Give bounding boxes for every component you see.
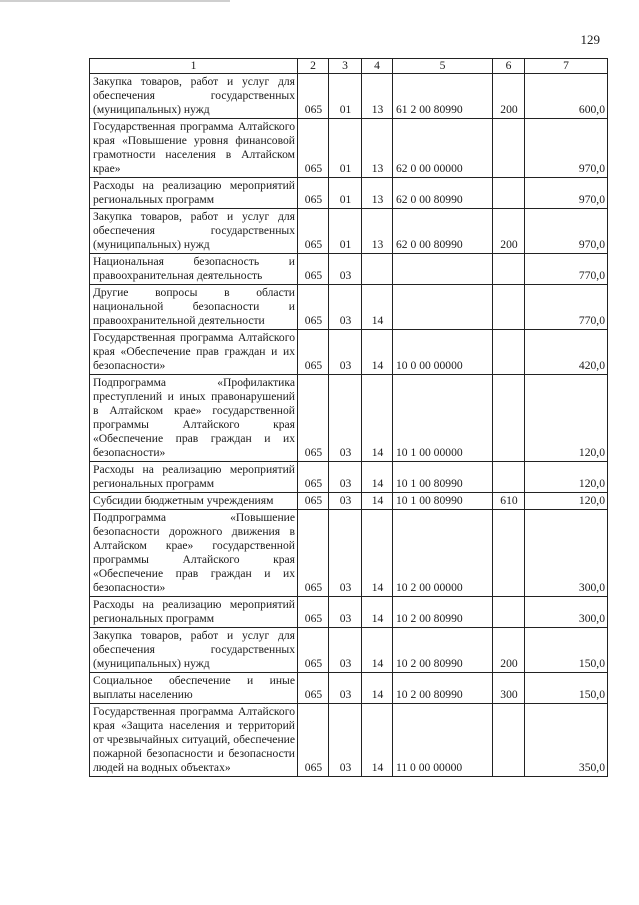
table-row [90,510,608,597]
row-target-article-cell: 62 0 00 80990 [393,209,493,254]
row-name-cell: Расходы на реализацию мероприятий региональных программ [90,178,298,209]
row-target-article-cell: 10 2 00 00000 [393,510,493,597]
row-target-article-cell: 62 0 00 80990 [393,178,493,209]
table-row [90,375,608,462]
row-amount-cell: 350,0 [525,704,608,777]
row-grbs-cell: 065 [298,462,329,493]
row-expense-type-cell [493,330,525,375]
row-subsection-cell: 14 [362,704,393,777]
page-number: 129 [580,32,600,47]
row-expense-type-cell: 200 [493,74,525,119]
row-amount-cell: 120,0 [525,462,608,493]
row-name-cell: Другие вопросы в области национальной безопасности и правоохранительной деятельности [90,285,298,330]
row-subsection-cell: 13 [362,178,393,209]
row-target-article-cell: 10 2 00 80990 [393,628,493,673]
row-target-article-cell: 10 1 00 80990 [393,462,493,493]
row-subsection-cell: 14 [362,462,393,493]
row-section-cell: 01 [329,74,362,119]
row-amount-cell: 120,0 [525,375,608,462]
row-name-cell: Национальная безопасность и правоохранительная деятельность [90,254,298,285]
row-name-cell: Субсидии бюджетным учреждениям [90,493,298,510]
row-grbs-cell: 065 [298,493,329,510]
row-section-cell: 03 [329,285,362,330]
row-section-cell: 01 [329,119,362,178]
row-section-cell: 03 [329,673,362,704]
row-grbs-cell: 065 [298,628,329,673]
header-cell-section: 3 [329,59,362,74]
row-subsection-cell: 14 [362,375,393,462]
table-row [90,704,608,777]
row-grbs-cell: 065 [298,597,329,628]
row-name-cell: Государственная программа Алтайского края «Обеспечение прав граждан и их безопасности» [90,330,298,375]
row-amount-cell: 300,0 [525,510,608,597]
header-cell-target-article: 5 [393,59,493,74]
row-target-article-cell: 10 2 00 80990 [393,673,493,704]
row-grbs-cell: 065 [298,119,329,178]
row-amount-cell: 420,0 [525,330,608,375]
header-cell-amount: 7 [525,59,608,74]
row-name-cell: Подпрограмма «Профилактика преступлений и иных правонарушений в Алтайском крае» государственной программы Алтайского края «Обеспечение прав граждан и их безопасности» [90,375,298,462]
table-row [90,209,608,254]
row-expense-type-cell [493,510,525,597]
row-name-cell: Закупка товаров, работ и услуг для обеспечения государственных (муниципальных) нужд [90,209,298,254]
row-expense-type-cell [493,375,525,462]
row-section-cell: 03 [329,597,362,628]
row-target-article-cell [393,254,493,285]
row-section-cell: 03 [329,462,362,493]
row-subsection-cell: 14 [362,330,393,375]
table-row [90,673,608,704]
row-grbs-cell: 065 [298,375,329,462]
row-grbs-cell: 065 [298,510,329,597]
row-section-cell: 03 [329,330,362,375]
row-name-cell: Социальное обеспечение и иные выплаты населению [90,673,298,704]
row-section-cell: 03 [329,493,362,510]
row-section-cell: 03 [329,704,362,777]
row-amount-cell: 770,0 [525,285,608,330]
row-name-cell: Закупка товаров, работ и услуг для обеспечения государственных (муниципальных) нужд [90,628,298,673]
row-name-cell: Расходы на реализацию мероприятий региональных программ [90,462,298,493]
row-section-cell: 01 [329,178,362,209]
row-expense-type-cell: 610 [493,493,525,510]
row-grbs-cell: 065 [298,330,329,375]
row-grbs-cell: 065 [298,673,329,704]
table-row [90,254,608,285]
row-subsection-cell [362,254,393,285]
row-target-article-cell: 11 0 00 00000 [393,704,493,777]
row-grbs-cell: 065 [298,704,329,777]
table-row [90,119,608,178]
row-section-cell: 03 [329,510,362,597]
budget-table-body [90,59,608,777]
row-expense-type-cell: 200 [493,209,525,254]
row-section-cell: 03 [329,628,362,673]
row-subsection-cell: 13 [362,74,393,119]
table-header-row [90,59,608,74]
row-target-article-cell: 10 1 00 00000 [393,375,493,462]
row-expense-type-cell [493,254,525,285]
row-target-article-cell: 62 0 00 00000 [393,119,493,178]
row-grbs-cell: 065 [298,285,329,330]
row-expense-type-cell: 200 [493,628,525,673]
row-amount-cell: 600,0 [525,74,608,119]
row-subsection-cell: 14 [362,597,393,628]
row-amount-cell: 150,0 [525,628,608,673]
row-name-cell: Государственная программа Алтайского края «Повышение уровня финансовой грамотности населения в Алтайском крае» [90,119,298,178]
table-row [90,462,608,493]
row-grbs-cell: 065 [298,209,329,254]
table-row [90,74,608,119]
row-expense-type-cell: 300 [493,673,525,704]
row-amount-cell: 770,0 [525,254,608,285]
row-name-cell: Расходы на реализацию мероприятий региональных программ [90,597,298,628]
row-target-article-cell: 61 2 00 80990 [393,74,493,119]
row-amount-cell: 150,0 [525,673,608,704]
row-target-article-cell: 10 2 00 80990 [393,597,493,628]
row-grbs-cell: 065 [298,254,329,285]
table-row [90,597,608,628]
top-edge-rule [0,0,230,2]
row-expense-type-cell [493,462,525,493]
row-amount-cell: 970,0 [525,178,608,209]
row-subsection-cell: 13 [362,119,393,178]
row-section-cell: 01 [329,209,362,254]
budget-table [89,58,608,777]
row-subsection-cell: 14 [362,510,393,597]
row-subsection-cell: 13 [362,209,393,254]
row-expense-type-cell [493,704,525,777]
table-row [90,628,608,673]
row-section-cell: 03 [329,375,362,462]
table-row [90,178,608,209]
row-name-cell: Государственная программа Алтайского края «Защита населения и территорий от чрезвычайных ситуаций, обеспечение пожарной безопасности и безопасности людей на водных объектах» [90,704,298,777]
row-expense-type-cell [493,597,525,628]
row-target-article-cell: 10 1 00 80990 [393,493,493,510]
row-subsection-cell: 14 [362,628,393,673]
row-subsection-cell: 14 [362,493,393,510]
row-expense-type-cell [493,178,525,209]
table-row [90,493,608,510]
row-name-cell: Подпрограмма «Повышение безопасности дорожного движения в Алтайском крае» государственной программы Алтайского края «Обеспечение прав граждан и их безопасности» [90,510,298,597]
header-cell-name: 1 [90,59,298,74]
row-expense-type-cell [493,119,525,178]
row-expense-type-cell [493,285,525,330]
table-row [90,285,608,330]
row-target-article-cell [393,285,493,330]
table-row [90,330,608,375]
row-target-article-cell: 10 0 00 00000 [393,330,493,375]
row-name-cell: Закупка товаров, работ и услуг для обеспечения государственных (муниципальных) нужд [90,74,298,119]
row-section-cell: 03 [329,254,362,285]
row-grbs-cell: 065 [298,178,329,209]
header-cell-grbs: 2 [298,59,329,74]
row-amount-cell: 120,0 [525,493,608,510]
row-subsection-cell: 14 [362,285,393,330]
row-amount-cell: 300,0 [525,597,608,628]
row-grbs-cell: 065 [298,74,329,119]
header-cell-subsection: 4 [362,59,393,74]
row-subsection-cell: 14 [362,673,393,704]
row-amount-cell: 970,0 [525,209,608,254]
row-amount-cell: 970,0 [525,119,608,178]
header-cell-expense-type: 6 [493,59,525,74]
